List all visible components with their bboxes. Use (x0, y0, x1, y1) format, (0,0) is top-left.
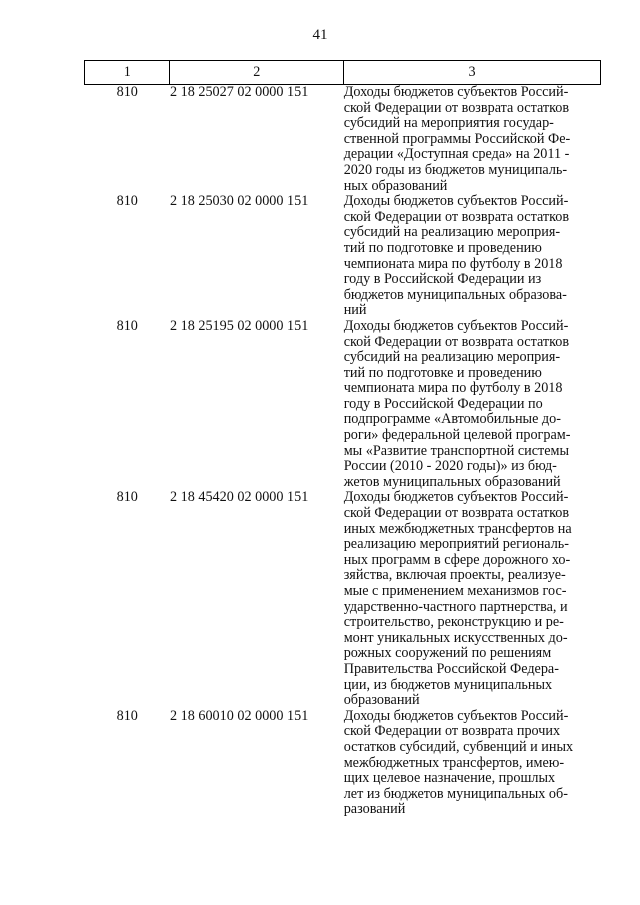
description-line: России (2010 - 2020 годы)» из бюд- (343, 458, 557, 475)
description-line: Доходы бюджетов субъектов Россий- (343, 317, 569, 334)
table-body (85, 85, 601, 818)
page-number: 41 (312, 27, 328, 43)
description-line: тий по подготовке и проведению (343, 239, 542, 256)
revenue-description-cell (344, 194, 601, 319)
description-line: лет из бюджетов муниципальных об- (343, 785, 568, 802)
description-line: зяйства, включая проекты, реализуе- (343, 567, 566, 584)
revenue-description-cell (344, 490, 601, 708)
admin-code-cell: 810 (116, 317, 138, 334)
description-line: монт уникальных искусственных до- (343, 629, 568, 646)
description-line: рожных сооружений по решениям (343, 645, 552, 662)
description-line: году в Российской Федерации по (343, 395, 543, 412)
description-line: разований (343, 801, 406, 818)
budget-classification-code-cell: 2 18 45420 02 0000 151 (169, 489, 309, 506)
description-line: ской Федерации от возврата остатков (343, 333, 570, 350)
description-line: чемпионата мира по футболу в 2018 (343, 380, 563, 397)
revenue-description-cell (344, 319, 601, 491)
table-row (85, 194, 601, 319)
table-header-row (85, 61, 601, 85)
description-line: роги» федеральной целевой програм- (343, 427, 571, 444)
description-line: мы «Развитие транспортной системы (343, 442, 570, 459)
description-line: тий по подготовке и проведению (343, 364, 542, 381)
description-line: ударственно-частного партнерства, и (343, 598, 568, 615)
table-row (85, 490, 601, 708)
admin-code-cell: 810 (116, 84, 138, 100)
table-row (85, 709, 601, 818)
budget-classification-code-cell: 2 18 60010 02 0000 151 (169, 707, 309, 724)
description-line: Правительства Российской Федера- (343, 660, 559, 677)
revenue-codes-table (84, 60, 601, 818)
description-line: ской Федерации от возврата остатков (343, 505, 570, 522)
description-line: подпрограмме «Автомобильные до- (343, 411, 561, 428)
description-line: году в Российской Федерации из (343, 271, 542, 288)
admin-code-cell: 810 (116, 489, 138, 506)
description-line: жетов муниципальных образований (343, 473, 561, 490)
revenue-description-cell (344, 709, 601, 818)
description-line: чемпионата мира по футболу в 2018 (343, 255, 563, 272)
description-line: бюджетов муниципальных образова- (343, 286, 567, 303)
description-line: реализацию мероприятий региональ- (343, 536, 569, 553)
description-line: межбюджетных трансфертов, имею- (343, 754, 565, 771)
description-line: ственной программы Российской Фе- (343, 130, 571, 147)
budget-classification-code-cell: 2 18 25027 02 0000 151 (169, 84, 309, 100)
description-line: Доходы бюджетов субъектов Россий- (343, 489, 569, 506)
column-header-2: 2 (170, 61, 344, 85)
description-line: мые с применением механизмов гос- (343, 583, 567, 599)
description-line: ных образований (343, 177, 448, 194)
description-line: ской Федерации от возврата остатков (343, 99, 570, 116)
description-line: дерации «Доступная среда» на 2011 - (343, 146, 570, 163)
description-line: ний (343, 302, 367, 319)
description-line: субсидий на реализацию мероприя- (343, 224, 561, 241)
column-header-3: 3 (344, 61, 601, 85)
description-line: субсидий на реализацию мероприя- (343, 349, 561, 366)
admin-code-cell: 810 (116, 193, 138, 210)
description-line: Доходы бюджетов субъектов Россий- (343, 84, 569, 100)
budget-classification-code-cell: 2 18 25195 02 0000 151 (169, 317, 309, 334)
description-line: образований (343, 692, 420, 709)
column-header-1: 1 (85, 61, 170, 85)
description-line: ской Федерации от возврата остатков (343, 208, 570, 225)
table-row (85, 85, 601, 195)
budget-classification-code-cell: 2 18 25030 02 0000 151 (169, 193, 309, 210)
table-row (85, 319, 601, 491)
description-line: 2020 годы из бюджетов муниципаль- (343, 161, 568, 178)
revenue-description-cell (344, 85, 601, 195)
description-line: Доходы бюджетов субъектов Россий- (343, 193, 569, 210)
description-line: иных межбюджетных трансфертов на (343, 520, 572, 537)
description-line: Доходы бюджетов субъектов Россий- (343, 707, 569, 724)
description-line: строительство, реконструкцию и ре- (343, 614, 564, 631)
description-line: ции, из бюджетов муниципальных (343, 676, 553, 693)
description-line: субсидий на мероприятия государ- (343, 115, 554, 132)
description-line: ской Федерации от возврата прочих (343, 723, 561, 740)
description-line: щих целевое назначение, прошлых (343, 770, 556, 787)
admin-code-cell: 810 (116, 707, 138, 724)
description-line: ных программ в сфере дорожного хо- (343, 551, 571, 568)
description-line: остатков субсидий, субвенций и иных (343, 738, 574, 755)
